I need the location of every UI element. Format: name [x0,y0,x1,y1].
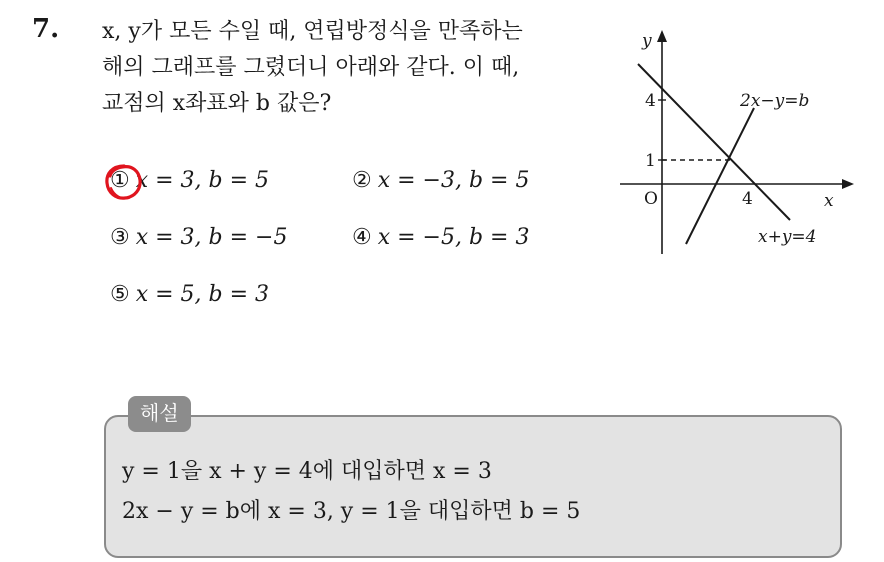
question-line-1: x, y가 모든 수일 때, 연립방정식을 만족하는 [102,19,523,44]
x-tick-label-4: 4 [742,189,753,209]
solution-line-2: 2x − y = b에 x = 3, y = 1을 대입하면 b = 5 [122,499,581,524]
y-tick-label-4: 4 [645,91,656,111]
line-x-plus-y [638,64,790,220]
choice-2[interactable] [352,168,529,193]
choice-1-text: x = 3, b = 5 [135,168,270,193]
choice-5-text: x = 5, b = 3 [135,282,270,307]
y-tick-label-1: 1 [645,151,656,171]
question-text [102,14,602,122]
origin-label: O [644,189,658,209]
choice-3-text: x = 3, b = −5 [135,225,288,250]
selection-circle-icon [102,160,146,204]
solution-tab: 해설 [128,396,191,432]
question-number: 7. [32,14,60,44]
line2-label: x+y=4 [758,227,817,247]
choice-4-text: x = −5, b = 3 [377,225,530,250]
question-line-3: 교점의 x좌표와 b 값은? [102,91,332,116]
x-axis-arrow-icon [842,179,854,189]
x-axis-label: x [824,191,834,211]
solution-line-1: y = 1을 x + y = 4에 대입하면 x = 3 [122,459,492,484]
choice-1-marker: ① [110,168,130,193]
choice-3-marker: ③ [110,225,130,250]
y-axis-label: y [642,31,652,51]
choice-2-text: x = −3, b = 5 [377,168,530,193]
choice-5-marker: ⑤ [110,282,130,307]
line-2x-minus-y [686,108,754,244]
choice-4[interactable] [352,225,529,250]
choice-5[interactable] [110,282,269,307]
choice-2-marker: ② [352,168,372,193]
choice-4-marker: ④ [352,225,372,250]
choice-3[interactable] [110,225,287,250]
linear-graph [612,20,862,265]
line1-label: 2x−y=b [740,91,810,111]
question-line-2: 해의 그래프를 그렸더니 아래와 같다. 이 때, [102,55,520,80]
solution-box [104,415,842,558]
y-axis-arrow-icon [657,30,667,42]
